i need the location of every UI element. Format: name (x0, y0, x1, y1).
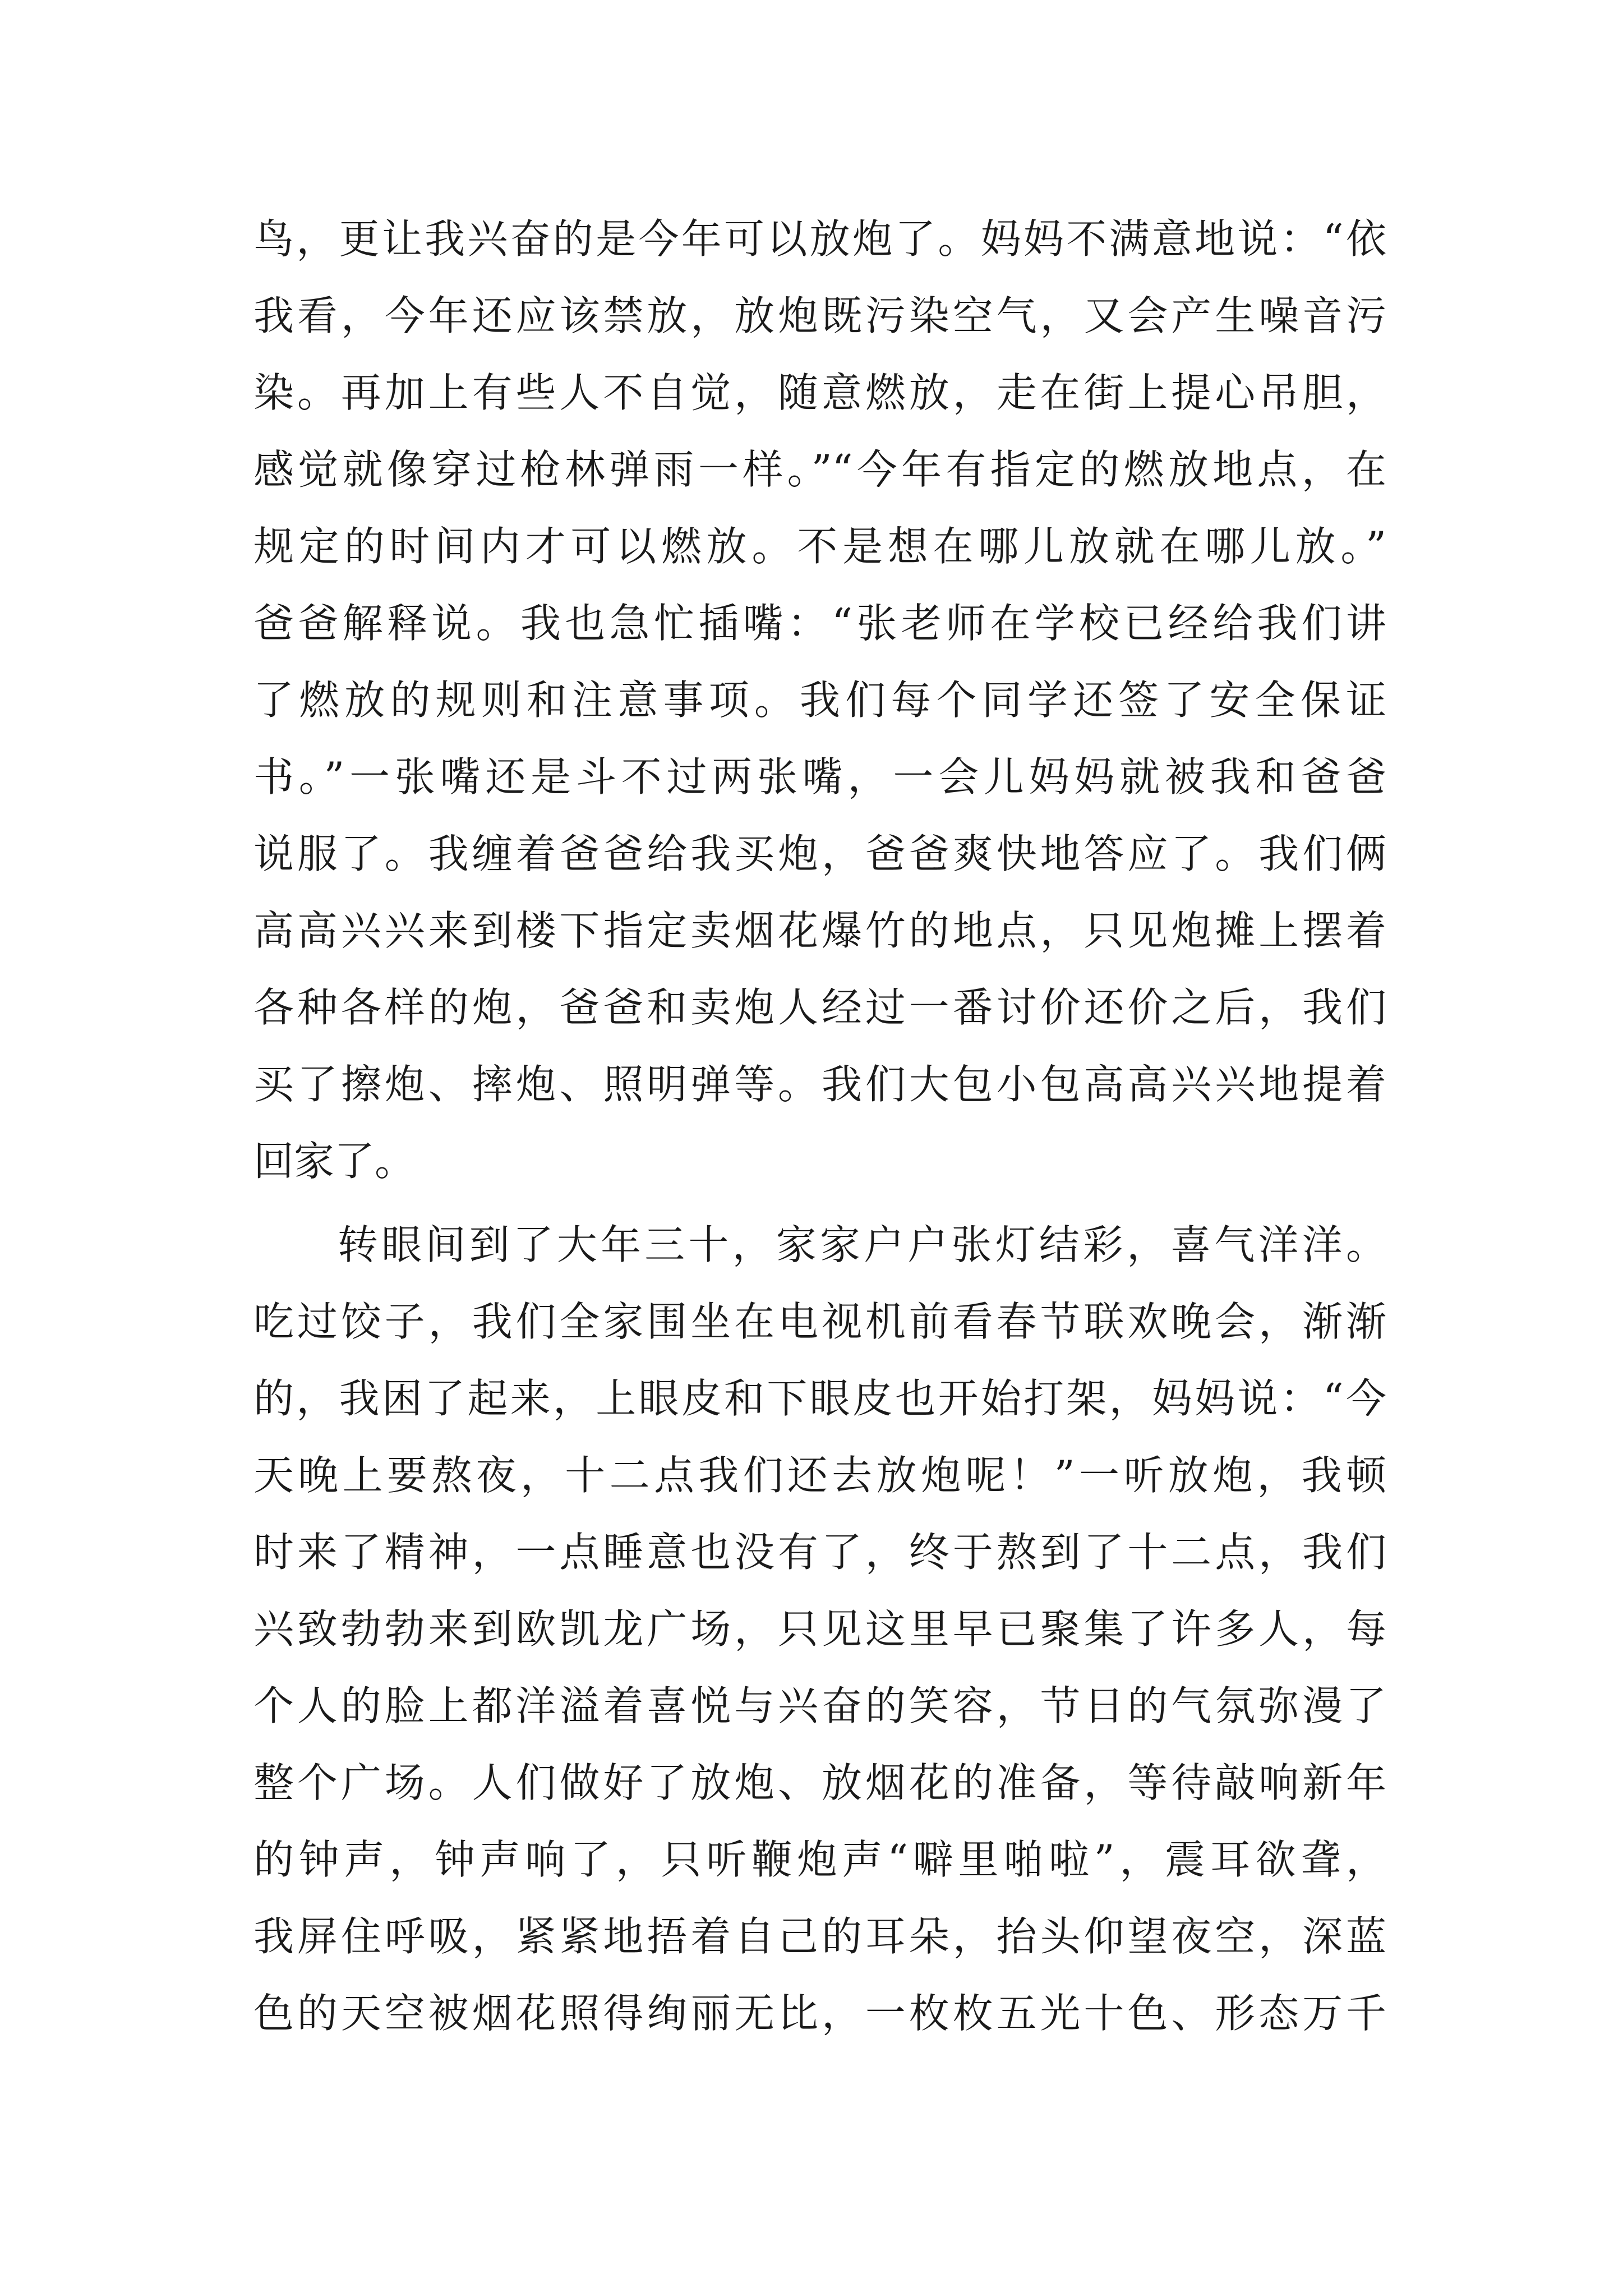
text-line: 的钟声，钟声响了，只听鞭炮声“噼里啪啦”，震耳欲聋， (253, 1836, 1386, 1883)
text-line: 染。再加上有些人不自觉，随意燃放，走在街上提心吊胆， (253, 369, 1386, 416)
text-line: 的，我困了起来，上眼皮和下眼皮也开始打架，妈妈说：“今 (253, 1375, 1386, 1422)
text-line: 色的天空被烟花照得绚丽无比，一枚枚五光十色、形态万千 (253, 1990, 1386, 2037)
body-text (253, 201, 1386, 2052)
text-line: 整个广场。人们做好了放炮、放烟花的准备，等待敲响新年 (253, 1759, 1386, 1806)
text-line: 吃过饺子，我们全家围坐在电视机前看春节联欢晚会，渐渐 (253, 1298, 1386, 1345)
paragraph-1 (253, 201, 1386, 1200)
text-line: 各种各样的炮，爸爸和卖炮人经过一番讨价还价之后，我们 (253, 984, 1386, 1031)
text-line: 时来了精神，一点睡意也没有了，终于熬到了十二点，我们 (253, 1529, 1386, 1576)
text-line: 买了擦炮、摔炮、照明弹等。我们大包小包高高兴兴地提着 (253, 1061, 1386, 1108)
text-line: 感觉就像穿过枪林弹雨一样。”“今年有指定的燃放地点，在 (253, 446, 1386, 493)
text-line: 书。”一张嘴还是斗不过两张嘴，一会儿妈妈就被我和爸爸 (253, 753, 1386, 800)
text-line: 个人的脸上都洋溢着喜悦与兴奋的笑容，节日的气氛弥漫了 (253, 1682, 1386, 1729)
text-line: 兴致勃勃来到欧凯龙广场，只见这里早已聚集了许多人，每 (253, 1605, 1386, 1653)
text-line: 规定的时间内才可以燃放。不是想在哪儿放就在哪儿放。” (253, 523, 1386, 570)
text-line: 转眼间到了大年三十，家家户户张灯结彩，喜气洋洋。 (338, 1221, 1386, 1268)
text-line: 了燃放的规则和注意事项。我们每个同学还签了安全保证 (253, 677, 1386, 724)
text-line: 高高兴兴来到楼下指定卖烟花爆竹的地点，只见炮摊上摆着 (253, 907, 1386, 954)
text-line: 鸟，更让我兴奋的是今年可以放炮了。妈妈不满意地说：“依 (253, 215, 1386, 263)
text-line: 我看，今年还应该禁放，放炮既污染空气，又会产生噪音污 (253, 292, 1386, 339)
paragraph-2 (253, 1207, 1386, 2052)
paragraph-gap (253, 1200, 1386, 1207)
text-line: 天晚上要熬夜，十二点我们还去放炮呢！”一听放炮，我顿 (253, 1452, 1386, 1499)
text-line: 我屏住呼吸，紧紧地捂着自己的耳朵，抬头仰望夜空，深蓝 (253, 1913, 1386, 1960)
text-line: 回家了。 (253, 1138, 416, 1185)
text-line: 爸爸解释说。我也急忙插嘴：“张老师在学校已经给我们讲 (253, 600, 1386, 647)
text-line: 说服了。我缠着爸爸给我买炮，爸爸爽快地答应了。我们俩 (253, 830, 1386, 877)
